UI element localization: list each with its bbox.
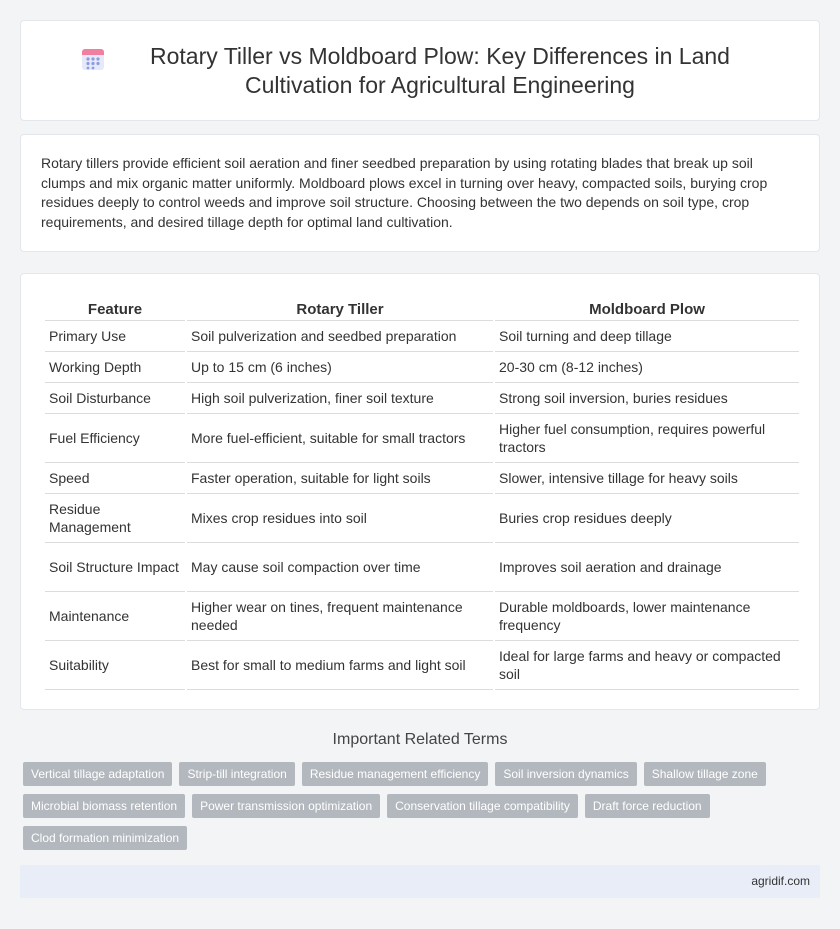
related-term-tag[interactable]: Shallow tillage zone bbox=[644, 762, 766, 786]
table-row bbox=[45, 543, 799, 592]
calendar-grid-icon bbox=[80, 46, 106, 72]
related-term-tag[interactable]: Draft force reduction bbox=[585, 794, 710, 818]
moldboard-plow-cell: Buries crop residues deeply bbox=[495, 494, 799, 543]
related-terms-title: Important Related Terms bbox=[332, 731, 508, 748]
feature-cell: Soil Structure Impact bbox=[45, 543, 185, 592]
table-row bbox=[45, 592, 799, 641]
related-term-tag[interactable]: Residue management efficiency bbox=[302, 762, 489, 786]
feature-cell: Residue Management bbox=[45, 494, 185, 543]
footer-site-link[interactable]: agridif.com bbox=[751, 874, 810, 888]
rotary-tiller-cell: Faster operation, suitable for light soils bbox=[187, 463, 493, 494]
related-term-tag[interactable]: Clod formation minimization bbox=[23, 826, 187, 850]
moldboard-plow-cell: Ideal for large farms and heavy or compacted soil bbox=[495, 641, 799, 690]
header-feature: Feature bbox=[45, 294, 185, 321]
feature-cell: Working Depth bbox=[45, 352, 185, 383]
table-row bbox=[45, 414, 799, 463]
table-row bbox=[45, 641, 799, 690]
table-row bbox=[45, 352, 799, 383]
feature-cell: Primary Use bbox=[45, 321, 185, 352]
rotary-tiller-cell: More fuel-efficient, suitable for small tractors bbox=[187, 414, 493, 463]
comparison-table-card bbox=[20, 273, 820, 710]
related-term-tag[interactable]: Conservation tillage compatibility bbox=[387, 794, 578, 818]
related-term-tag[interactable]: Strip-till integration bbox=[179, 762, 294, 786]
moldboard-plow-cell: 20-30 cm (8-12 inches) bbox=[495, 352, 799, 383]
feature-cell: Maintenance bbox=[45, 592, 185, 641]
header-rotary-tiller: Rotary Tiller bbox=[187, 294, 493, 321]
feature-cell: Soil Disturbance bbox=[45, 383, 185, 414]
title-card bbox=[20, 20, 820, 121]
title-wrap bbox=[70, 42, 770, 100]
rotary-tiller-cell: Higher wear on tines, frequent maintenance needed bbox=[187, 592, 493, 641]
table-header-row bbox=[45, 294, 799, 321]
related-term-tag[interactable]: Microbial biomass retention bbox=[23, 794, 185, 818]
rotary-tiller-cell: Mixes crop residues into soil bbox=[187, 494, 493, 543]
moldboard-plow-cell: Durable moldboards, lower maintenance frequency bbox=[495, 592, 799, 641]
summary-text: Rotary tillers provide efficient soil aeration and finer seedbed preparation by using rotating blades that break up soil clumps and mix organic matter uniformly. Moldboard plows excel in turning over heavy, compacted soils, burying crop residues deeply to control weeds and improve soil structure. Choosing between the two depends on soil type, crop requirements, and desired tillage depth for optimal land cultivation. bbox=[41, 155, 768, 230]
rotary-tiller-cell: Best for small to medium farms and light soil bbox=[187, 641, 493, 690]
rotary-tiller-cell: Soil pulverization and seedbed preparation bbox=[187, 321, 493, 352]
rotary-tiller-cell: High soil pulverization, finer soil texture bbox=[187, 383, 493, 414]
moldboard-plow-cell: Strong soil inversion, buries residues bbox=[495, 383, 799, 414]
header-moldboard-plow: Moldboard Plow bbox=[495, 294, 799, 321]
related-terms-tags bbox=[23, 762, 803, 850]
feature-cell: Fuel Efficiency bbox=[45, 414, 185, 463]
table-row bbox=[45, 321, 799, 352]
moldboard-plow-cell: Soil turning and deep tillage bbox=[495, 321, 799, 352]
table-row bbox=[45, 494, 799, 543]
footer bbox=[20, 865, 820, 898]
feature-cell: Speed bbox=[45, 463, 185, 494]
page-title: Rotary Tiller vs Moldboard Plow: Key Differences in Land Cultivation for Agricultural Engineering bbox=[150, 42, 730, 98]
related-term-tag[interactable]: Power transmission optimization bbox=[192, 794, 380, 818]
feature-cell: Suitability bbox=[45, 641, 185, 690]
comparison-table bbox=[43, 294, 801, 690]
moldboard-plow-cell: Higher fuel consumption, requires powerful tractors bbox=[495, 414, 799, 463]
summary-card bbox=[20, 134, 820, 252]
related-term-tag[interactable]: Vertical tillage adaptation bbox=[23, 762, 172, 786]
moldboard-plow-cell: Improves soil aeration and drainage bbox=[495, 543, 799, 592]
related-term-tag[interactable]: Soil inversion dynamics bbox=[495, 762, 636, 786]
table-row bbox=[45, 463, 799, 494]
rotary-tiller-cell: Up to 15 cm (6 inches) bbox=[187, 352, 493, 383]
table-row bbox=[45, 383, 799, 414]
rotary-tiller-cell: May cause soil compaction over time bbox=[187, 543, 493, 592]
moldboard-plow-cell: Slower, intensive tillage for heavy soils bbox=[495, 463, 799, 494]
